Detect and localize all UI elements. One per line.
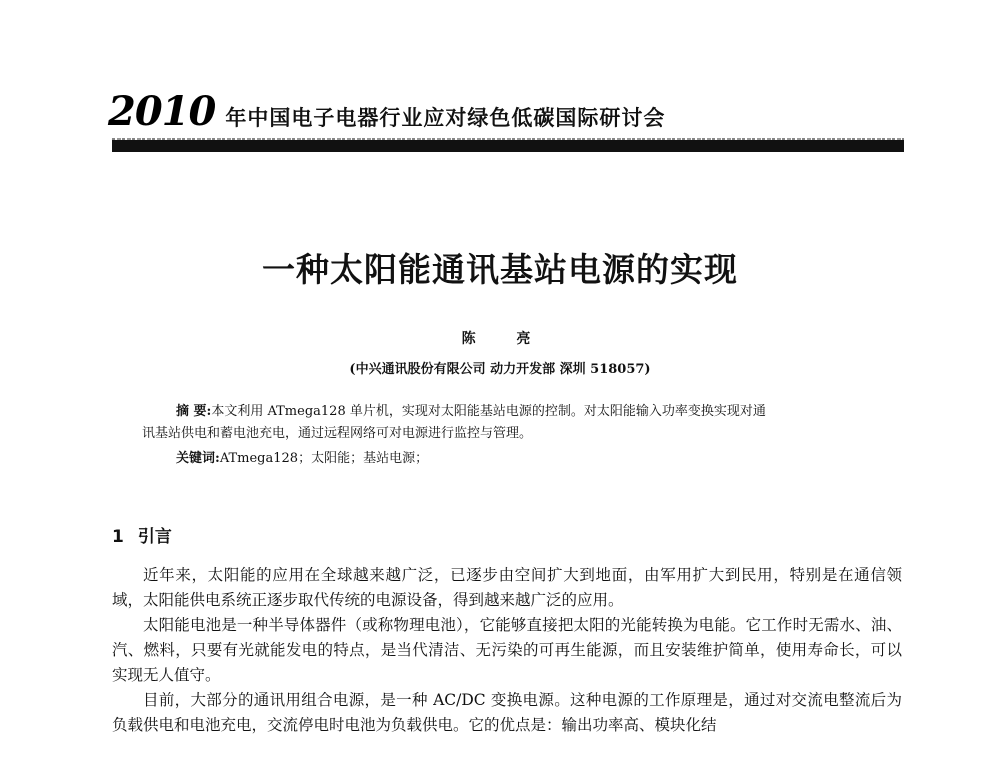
keywords-line — [142, 448, 882, 470]
body-text — [112, 563, 902, 738]
keywords-text: ATmega128；太阳能；基站电源； — [219, 451, 429, 466]
abstract-block — [142, 401, 882, 470]
abstract-line-1 — [142, 401, 882, 423]
conference-name: 年中国电子电器行业应对绿色低碳国际研讨会 — [225, 106, 666, 130]
body-paragraph: 目前，大部分的通讯用组合电源，是一种 AC/DC 变换电源。这种电源的工作原理是，通过对交流电整流后为负载供电和电池充电，交流停电时电池为负载供电。它的优点是：输出功率高、模块化结 — [112, 691, 902, 734]
abstract-line-2 — [142, 423, 882, 445]
abstract-label: 摘 要: — [176, 404, 212, 419]
abstract-text-1: 本文利用 ATmega128 单片机，实现对太阳能基站电源的控制。对太阳能输入功率变换实现对通 — [211, 404, 766, 419]
section-title: 引言 — [137, 527, 172, 547]
section-heading — [112, 522, 172, 547]
conference-year: 2010 — [108, 88, 216, 135]
keywords-label: 关键词: — [176, 451, 220, 466]
section-number: 1 — [112, 527, 124, 547]
author-name: 陈 亮 — [461, 331, 549, 347]
body-paragraph: 太阳能电池是一种半导体器件（或称物理电池），它能够直接把太阳的光能转换为电能。它工作时无需水、油、汽、燃料，只要有光就能发电的特点，是当代清洁、无污染的可再生能源，而且安装维护简单，使用寿命长，可以实现无人值守。 — [112, 616, 902, 684]
header-rule — [112, 140, 904, 152]
conference-header — [108, 88, 908, 135]
body-paragraph: 近年来，太阳能的应用在全球越来越广泛，已逐步由空间扩大到地面，由军用扩大到民用，特别是在通信领域，太阳能供电系统正逐步取代传统的电源设备，得到越来越广泛的应用。 — [112, 566, 902, 609]
paper-title: 一种太阳能通讯基站电源的实现 — [262, 250, 738, 289]
author-affiliation: (中兴通讯股份有限公司 动力开发部 深圳 518057) — [349, 362, 651, 377]
abstract-text-2: 讯基站供电和蓄电池充电，通过远程网络可对电源进行监控与管理。 — [142, 426, 533, 441]
